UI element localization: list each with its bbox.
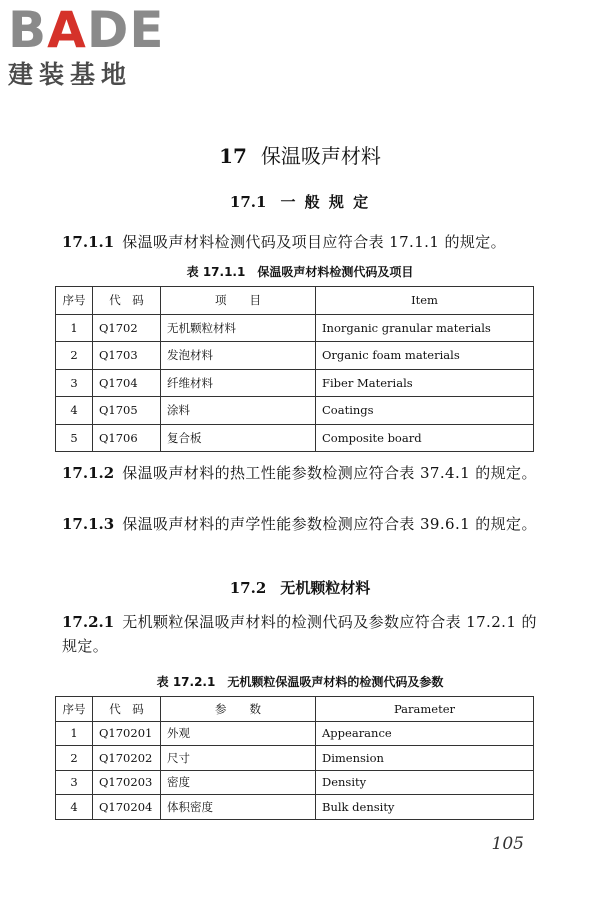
cell-item-en: Fiber Materials — [316, 369, 534, 397]
table-row — [56, 746, 534, 771]
table-17-2-1-caption: 表 17.2.1 无机颗粒保温吸声材料的检测代码及参数 — [156, 675, 444, 689]
cell-param-en: Dimension — [316, 746, 534, 771]
cell-seq: 2 — [56, 746, 93, 771]
cell-item-cn: 复合板 — [161, 424, 316, 452]
table-row — [56, 369, 534, 397]
cell-param-en: Bulk density — [316, 795, 534, 820]
table-row — [56, 314, 534, 342]
cell-code: Q170204 — [93, 795, 161, 820]
header-cell: 序号 — [56, 287, 93, 315]
table-row — [56, 795, 534, 820]
table-row — [56, 770, 534, 795]
section-17-2-heading: 17.2 无机颗粒材料 — [229, 579, 371, 597]
cell-item-en: Organic foam materials — [316, 342, 534, 370]
cell-code: Q1705 — [93, 397, 161, 425]
header-cell: 参 数 — [161, 697, 316, 722]
cell-item-en: Inorganic granular materials — [316, 314, 534, 342]
table-row — [56, 424, 534, 452]
table-header-row — [56, 287, 534, 315]
cell-item-cn: 无机颗粒材料 — [161, 314, 316, 342]
clause-17-1-1: 17.1.1 保温吸声材料检测代码及项目应符合表 17.1.1 的规定。 — [62, 233, 507, 251]
cell-seq: 3 — [56, 770, 93, 795]
header-cell: 项 目 — [161, 287, 316, 315]
cell-param-cn: 尺寸 — [161, 746, 316, 771]
bade-logo — [8, 1, 178, 90]
table-row — [56, 342, 534, 370]
table-row — [56, 721, 534, 746]
section-17-1-heading: 17.1 一 般 规 定 — [229, 193, 371, 211]
cell-code: Q1703 — [93, 342, 161, 370]
logo-accent-letter: A — [47, 1, 87, 59]
header-cell: 代 码 — [93, 287, 161, 315]
cell-seq: 4 — [56, 795, 93, 820]
logo-subtitle: 建装基地 — [8, 60, 133, 89]
chapter-title — [0, 140, 600, 169]
cell-code: Q1706 — [93, 424, 161, 452]
cell-code: Q170203 — [93, 770, 161, 795]
header-cell: Item — [316, 287, 534, 315]
cell-seq: 1 — [56, 314, 93, 342]
cell-item-cn: 发泡材料 — [161, 342, 316, 370]
cell-code: Q1704 — [93, 369, 161, 397]
clause-17-1-3: 17.1.3 保温吸声材料的声学性能参数检测应符合表 39.6.1 的规定。 — [62, 515, 537, 533]
table-17-2-1 — [55, 696, 534, 820]
table-17-1-1 — [55, 286, 534, 452]
cell-code: Q170201 — [93, 721, 161, 746]
table-row — [56, 397, 534, 425]
cell-seq: 5 — [56, 424, 93, 452]
cell-param-cn: 密度 — [161, 770, 316, 795]
cell-seq: 1 — [56, 721, 93, 746]
cell-item-cn: 涂料 — [161, 397, 316, 425]
page-number: 105 — [491, 834, 524, 854]
cell-seq: 3 — [56, 369, 93, 397]
cell-item-en: Coatings — [316, 397, 534, 425]
cell-item-cn: 纤维材料 — [161, 369, 316, 397]
chapter-number: 17 — [219, 144, 247, 168]
header-cell: Parameter — [316, 697, 534, 722]
table-17-1-1-caption: 表 17.1.1 保温吸声材料检测代码及项目 — [186, 265, 414, 279]
chapter-name: 保温吸声材料 — [260, 144, 381, 168]
header-cell: 代 码 — [93, 697, 161, 722]
cell-item-en: Composite board — [316, 424, 534, 452]
cell-param-cn: 体积密度 — [161, 795, 316, 820]
clause-17-2-1: 17.2.1 无机颗粒保温吸声材料的检测代码及参数应符合表 17.2.1 的规定。 — [62, 613, 537, 655]
cell-param-en: Appearance — [316, 721, 534, 746]
cell-param-en: Density — [316, 770, 534, 795]
cell-code: Q1702 — [93, 314, 161, 342]
cell-code: Q170202 — [93, 746, 161, 771]
logo-wordmark: BADE — [8, 1, 165, 59]
clause-17-1-2: 17.1.2 保温吸声材料的热工性能参数检测应符合表 37.4.1 的规定。 — [62, 464, 537, 482]
cell-seq: 2 — [56, 342, 93, 370]
table-header-row — [56, 697, 534, 722]
cell-seq: 4 — [56, 397, 93, 425]
header-cell: 序号 — [56, 697, 93, 722]
cell-param-cn: 外观 — [161, 721, 316, 746]
